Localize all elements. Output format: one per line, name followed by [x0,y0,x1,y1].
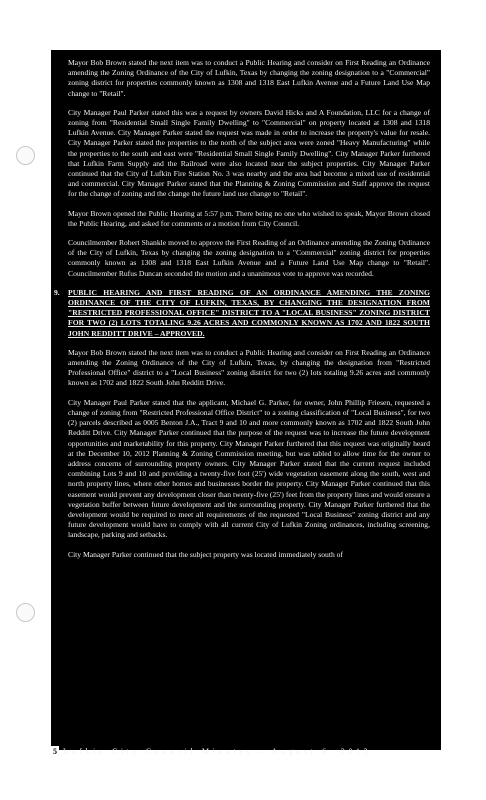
paragraph: City Manager Parker continued that the subject property was located immediately south of [68,549,343,559]
agenda-item-number: 9. [54,287,60,297]
hole-punch-mark-bottom [16,603,35,622]
agenda-item-heading: PUBLIC HEARING AND FIRST READING OF AN ORDINANCE AMENDING THE ZONING ORDINANCE OF THE CITY OF LUFKIN, TEXAS, BY CHANGING THE DESIGNATION FROM "RESTRICTED PROFESSIONAL OFFICE" DISTRICT TO A "LOCAL BUSINESS" ZONING DISTRICT FOR TWO (2) LOTS TOTALING 9.26 ACRES AND COMMONLY KNOWN AS 1702 AND 1822 SOUTH JOHN REDDITT DRIVE – APPROVED. [68,287,430,338]
page-number: 5 [53,747,57,756]
hole-punch-mark-top [16,146,35,165]
paragraph: Mayor Brown opened the Public Hearing at 5:57 p.m. There being no one who wished to speak, Mayor Brown closed the Public Hearing, and asked for comments or a motion from City Council. [68,208,430,228]
paragraph: City Manager Paul Parker stated this was a request by owners David Hicks and A Foundation, LLC for a change of zoning from "Residential Small Single Family Dwelling" to "Commercial" on property located at 1308 and 1318 Lufkin Avenue. City Manager Parker stated the request was made in order to increase the property's value for resale. City Manager Parker stated the properties to the north of the subject area were zoned "Heavy Manufacturing" while the properties to the south and east were "Residential Small Single Family Dwelling". City Manager Parker furthered that Lufkin Farm Supply and the Railroad were also located near the subject properties. City Manager Parker continued that the City of Lufkin Fire Station No. 3 was nearby and the area had become a mixed use of residential and commercial. City Manager Parker stated that the Planning & Zoning Commission and Staff approve the request for the change of zoning and the change the future land use change to "Retail". [68,107,430,199]
scanned-page [51,50,441,756]
paragraph: Mayor Bob Brown stated the next item was to conduct a Public Hearing and consider on First Reading an Ordinance amending the Zoning Ordinance of the City of Lufkin, Texas, by changing the designation from "Restricted Professional Office" district to a "Local Business" zoning district for two (2) lots totaling 9.26 acres and commonly known as 1702 and 1822 South John Redditt Drive. [68,347,430,388]
agenda-item [54,287,430,339]
paragraph: City Manager Paul Parker stated that the applicant, Michael G. Parker, for owner, John Phillip Friesen, requested a change of zoning from "Restricted Professional Office District" to a zoning classification of "Local Business", for two (2) parcels described as 0005 Benton J.A., Tract 9 and 10 and more commonly known as 1702 and 1822 South John Redditt Drive. City Manager Parker continued that the purpose of the request was to increase the future development opportunities and marketability for this property. City Manager Parker furthered that this request was originally heard at the December 10, 2012 Planning & Zoning Commission meeting, but was tabled to allow time for the owner to address concerns of surrounding property owners. City Manager Parker stated that the current request included combining Lots 9 and 10 and providing a twenty-five foot (25') wide vegetation easement along the south, west and north property lines, where other homes and businesses border the property. City Manager Parker continued that this easement would prevent any development closer than twenty-five (25') feet from the property lines and would ensure a vegetation buffer between future development and the surrounding property. City Manager Parker furthered that the development would be required to meet all requirements of the requested "Local Business" zoning district and any future development would have to comply with all current City of Lufkin Zoning ordinances, including screening, landscape, parking and setbacks. [68,397,430,540]
minutes-body [54,58,430,569]
paragraph: Councilmember Robert Shankle moved to approve the First Reading of an Ordinance amending the Zoning Ordinance of the City of Lufkin, Texas by changing the zoning designation to a "Commercial" zoning district for properties commonly known as 1308 and 1318 East Lufkin Avenue and a Future Land Use Map change to "Retail". Councilmember Rufus Duncan seconded the motion and a unanimous vote to approve was recorded. [68,238,430,278]
page-footer [51,746,441,758]
footer-title: Lufkin City Council Minutes – August 6, 2013 [63,747,372,756]
paragraph: Mayor Bob Brown stated the next item was to conduct a Public Hearing and consider on First Reading an Ordinance amending the Zoning Ordinance of the City of Lufkin, Texas by changing the zoning designation to a "Commercial" zoning district for properties commonly known as 1308 and 1318 East Lufkin Avenue and a Future Land Use Map change to "Retail". [68,58,430,98]
